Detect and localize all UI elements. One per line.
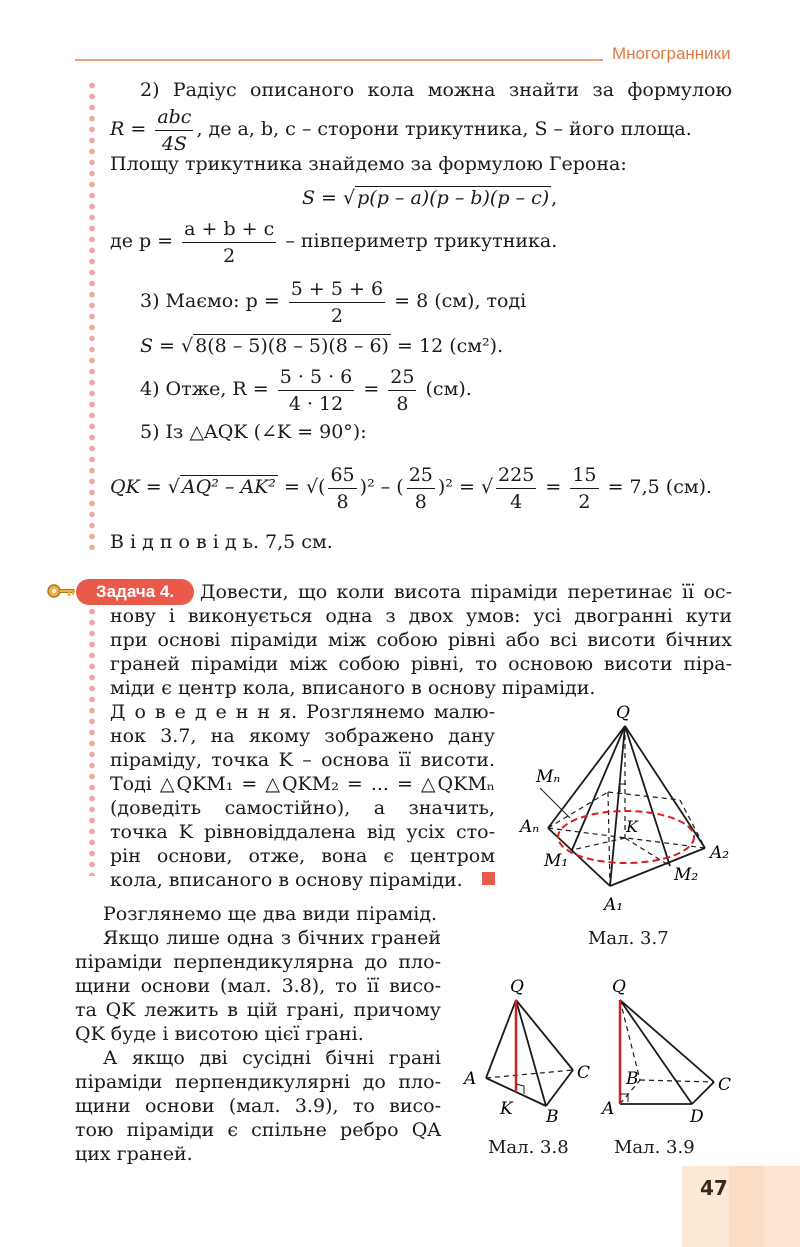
body-line-11: цих граней. bbox=[75, 1143, 193, 1165]
label-c: C bbox=[718, 1075, 732, 1095]
label-a2: A₂ bbox=[710, 843, 730, 863]
body-line-5: та QK лежить в цій грані, причому bbox=[75, 999, 441, 1021]
header-rule bbox=[75, 59, 603, 61]
proof-line-8: кола, вписаного в основу піраміди. bbox=[110, 869, 463, 891]
heron-intro: Площу трикутника знайдемо за формулою Герона: bbox=[110, 153, 627, 175]
label-mn: Mₙ bbox=[536, 767, 561, 787]
label-a1: A₁ bbox=[604, 895, 624, 915]
task-line-5: міди є центр кола, вписаного в основу піраміди. bbox=[110, 677, 596, 699]
label-q: Q bbox=[616, 703, 630, 723]
label-m1: M₁ bbox=[544, 851, 569, 871]
step5: 5) Із △AQK (∠K = 90°): bbox=[140, 421, 367, 443]
body-line-6: QK буде і висотою цієї грані. bbox=[75, 1023, 364, 1045]
label-k: K bbox=[626, 817, 638, 836]
task-line-4: граней піраміди між собою рівні, то основою висоти піра- bbox=[110, 653, 732, 675]
label-k: K bbox=[500, 1099, 513, 1119]
figure-3-8 bbox=[460, 970, 600, 1130]
step4: 4) Отже, R = $\frac{5 \cdot 5 \cdot 6}{4 \cdot 12}$ = $\frac{25}{8}$ (см). bbox=[140, 365, 472, 415]
area-calc: S = √ 8(8 – 5)(8 – 5)(8 – 6) = 12 (см²). bbox=[140, 335, 504, 357]
body-line-2: Якщо лише одна з бічних граней bbox=[103, 927, 441, 949]
answer: В і д п о в і д ь. 7,5 см. bbox=[110, 531, 333, 553]
formula-R: R = $\frac{\text{abc}}{4S}$ , де a, b, c – сторони трикутника, S – його площа. bbox=[110, 105, 692, 155]
body-line-3: піраміди перпендикулярна до пло- bbox=[75, 951, 441, 973]
proof-line-6: точка K рівновіддалена від усіх сто- bbox=[110, 821, 495, 843]
task-badge: Задача 4. bbox=[76, 579, 194, 605]
figure-3-7 bbox=[510, 700, 740, 920]
label-b: B bbox=[626, 1069, 639, 1089]
proof-line-7: рін основи, отже, вона є центром bbox=[110, 845, 495, 867]
label-an: Aₙ bbox=[520, 817, 540, 837]
body-line-9: щини основи (мал. 3.9), то висо- bbox=[75, 1095, 441, 1117]
semiperimeter-formula: де p = $\frac{a + b + c}{2}$ – півпериметр трикутника. bbox=[110, 217, 558, 267]
step3: 3) Маємо: p = $\frac{5 + 5 + 6}{2}$ = 8 (см), тоді bbox=[140, 277, 527, 327]
edge-q-m1 bbox=[572, 726, 625, 850]
task-line-3: при основі піраміди між собою рівні або всі висоти бічних bbox=[110, 629, 732, 651]
label-q: Q bbox=[612, 977, 626, 997]
key-icon bbox=[46, 581, 76, 601]
body-line-10: тою піраміди є спільне ребро QA bbox=[75, 1119, 441, 1141]
heron-formula: S = √ p(p – a)(p – b)(p – c) , bbox=[302, 187, 558, 209]
body-line-1: Розглянемо ще два види пірамід. bbox=[103, 903, 438, 925]
label-a: A bbox=[464, 1069, 477, 1089]
page-number: 47 bbox=[700, 1176, 728, 1200]
task-line-1: Довести, що коли висота піраміди перетинає її ос- bbox=[200, 581, 732, 603]
caption-fig-3-7: Мал. 3.7 bbox=[588, 928, 669, 949]
proof-line-5: (доведіть самостійно), а значить, bbox=[110, 797, 495, 819]
body-line-7: А якщо дві сусідні бічні грані bbox=[103, 1047, 441, 1069]
solution-margin-dots bbox=[88, 80, 96, 550]
label-m2: M₂ bbox=[674, 865, 699, 885]
label-c: C bbox=[577, 1063, 591, 1083]
task-line-2: нову і виконується одна з двох умов: усі двогранні кути bbox=[110, 605, 732, 627]
chapter-title: Многогранники bbox=[612, 44, 731, 63]
label-b: B bbox=[546, 1107, 559, 1127]
task-margin-dots bbox=[88, 606, 96, 876]
caption-fig-3-8: Мал. 3.8 bbox=[488, 1137, 569, 1158]
caption-fig-3-9: Мал. 3.9 bbox=[614, 1137, 695, 1158]
figure-3-9 bbox=[598, 970, 748, 1130]
proof-line-4: Тоді △QKM₁ = △QKM₂ = ... = △QKMₙ bbox=[110, 773, 495, 795]
body-line-4: щини основи (мал. 3.8), то її висо- bbox=[75, 975, 441, 997]
body-line-8: піраміди перпендикулярні до пло- bbox=[75, 1071, 441, 1093]
proof-line-2: нок 3.7, на якому зображено дану bbox=[110, 725, 495, 747]
label-d: D bbox=[690, 1107, 704, 1127]
proof-line-1: Д о в е д е н н я. Розглянемо малю- bbox=[110, 701, 495, 723]
label-a: A bbox=[602, 1099, 615, 1119]
qk-formula: QK = √ AQ² – AK² = √( $\frac{65}{8}$ )² – ( $\frac{25}{8}$ )² = √ $\frac{225}{4}$ = $\frac{15}{2}$ = 7,5 (см). bbox=[110, 463, 713, 513]
proof-line-3: піраміду, точка K – основа її висоти. bbox=[110, 749, 495, 771]
end-of-proof-mark bbox=[482, 872, 495, 885]
step2-line1: 2) Радіус описаного кола можна знайти за формулою bbox=[140, 79, 732, 101]
label-q: Q bbox=[510, 977, 524, 997]
